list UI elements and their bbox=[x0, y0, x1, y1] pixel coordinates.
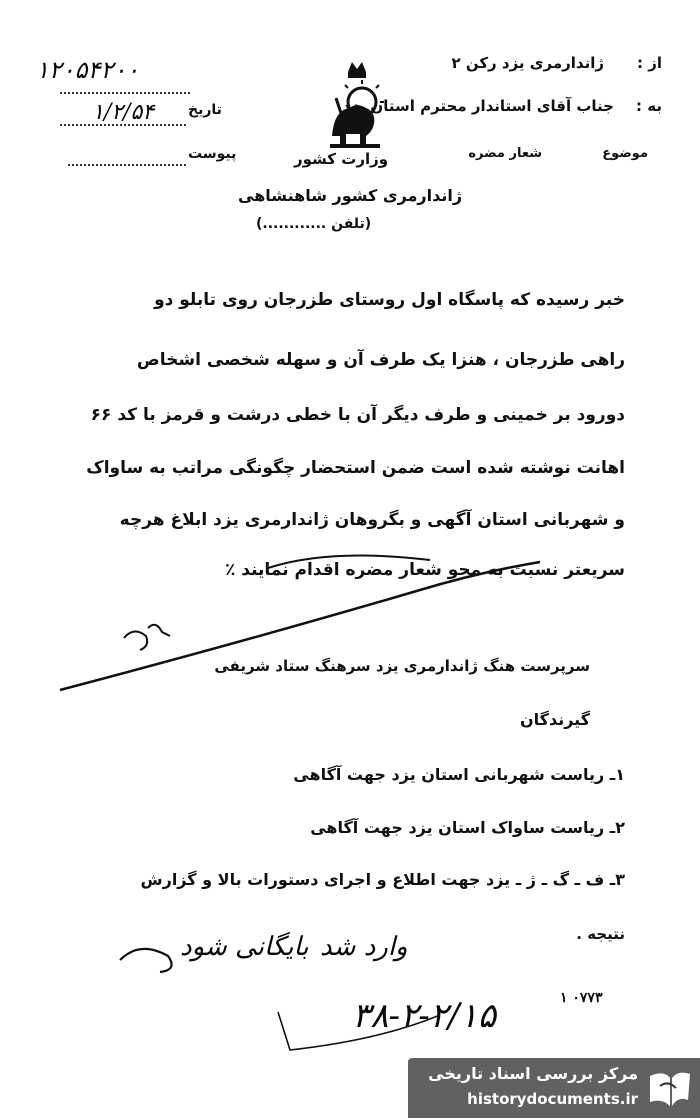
archive-code: ۳۸-۲-۲/۱۵ bbox=[352, 996, 497, 1036]
body-line: راهی طزرجان ، هنزا یک طرف آن و سهله شخصی اشخاص bbox=[136, 350, 625, 370]
organization-name: ژاندارمری کشور شاهنشاهی bbox=[238, 186, 463, 205]
from-value: ژاندارمری یزد رکن ۲ bbox=[451, 54, 604, 72]
body-line: دورود بر خمینی و طرف دیگر آن با خطی درشت و قرمز با کد ۶۶ bbox=[90, 405, 625, 425]
recipient-item: ۲ـ ریاست ساواک استان یزد جهت آگاهی bbox=[310, 818, 625, 837]
body-line: و شهربانی استان آگهی و بگروهان ژاندارمری یزد ابلاغ هرچه bbox=[119, 510, 625, 530]
brand-name: مرکز بررسی اسناد تاریخی bbox=[428, 1064, 638, 1083]
received-note: وارد شد bbox=[320, 932, 408, 962]
phone-line: (تلفن ............) bbox=[256, 216, 372, 232]
subject-label: موضوع bbox=[602, 146, 648, 161]
body-line: اهانت نوشته شده است ضمن استحضار چگونگی مراتب به ساواک bbox=[86, 458, 625, 478]
recipient-item: ۳ـ ف ـ گ ـ ژ ـ یزد جهت اطلاع و اجرای دستورات بالا و گزارش bbox=[140, 870, 625, 889]
recipients-continuation: نتیجه . bbox=[576, 925, 625, 943]
brand-watermark bbox=[408, 1058, 700, 1118]
from-label: از : bbox=[637, 54, 662, 72]
body-line: سریعتر نسبت به محو شعار مضره اقدام نمایند ٪ bbox=[225, 560, 625, 580]
archive-number: ۱ ۰۷۷۳ bbox=[560, 990, 603, 1006]
recipients-label: گیرندگان bbox=[519, 710, 590, 729]
brand-url: historydocuments.ir bbox=[467, 1090, 638, 1108]
attachment-label: پیوست bbox=[188, 146, 237, 162]
archive-signature-note: بایگانی شود bbox=[180, 932, 309, 962]
body-line: خبر رسیده که پاسگاه اول روستای طزرجان روی تابلو دو bbox=[154, 290, 625, 310]
ministry-name: وزارت کشور bbox=[294, 150, 389, 168]
handwritten-number: ۱۲۰۵۴۲۰۰ bbox=[36, 56, 140, 84]
to-value: جناب آقای استاندار محترم استان یزد bbox=[342, 97, 614, 115]
to-label: به : bbox=[636, 97, 662, 115]
recipient-item: ۱ـ ریاست شهربانی استان یزد جهت آگاهی bbox=[293, 765, 625, 784]
subject-value: شعار مضره bbox=[468, 146, 542, 161]
book-logo-icon bbox=[646, 1066, 692, 1110]
handwritten-date: ۱/۲/۵۴ bbox=[92, 100, 155, 125]
date-label: تاریخ bbox=[188, 102, 222, 118]
signatory-title: سرپرست هنگ ژاندارمری یزد سرهنگ ستاد شریفی bbox=[214, 657, 590, 675]
